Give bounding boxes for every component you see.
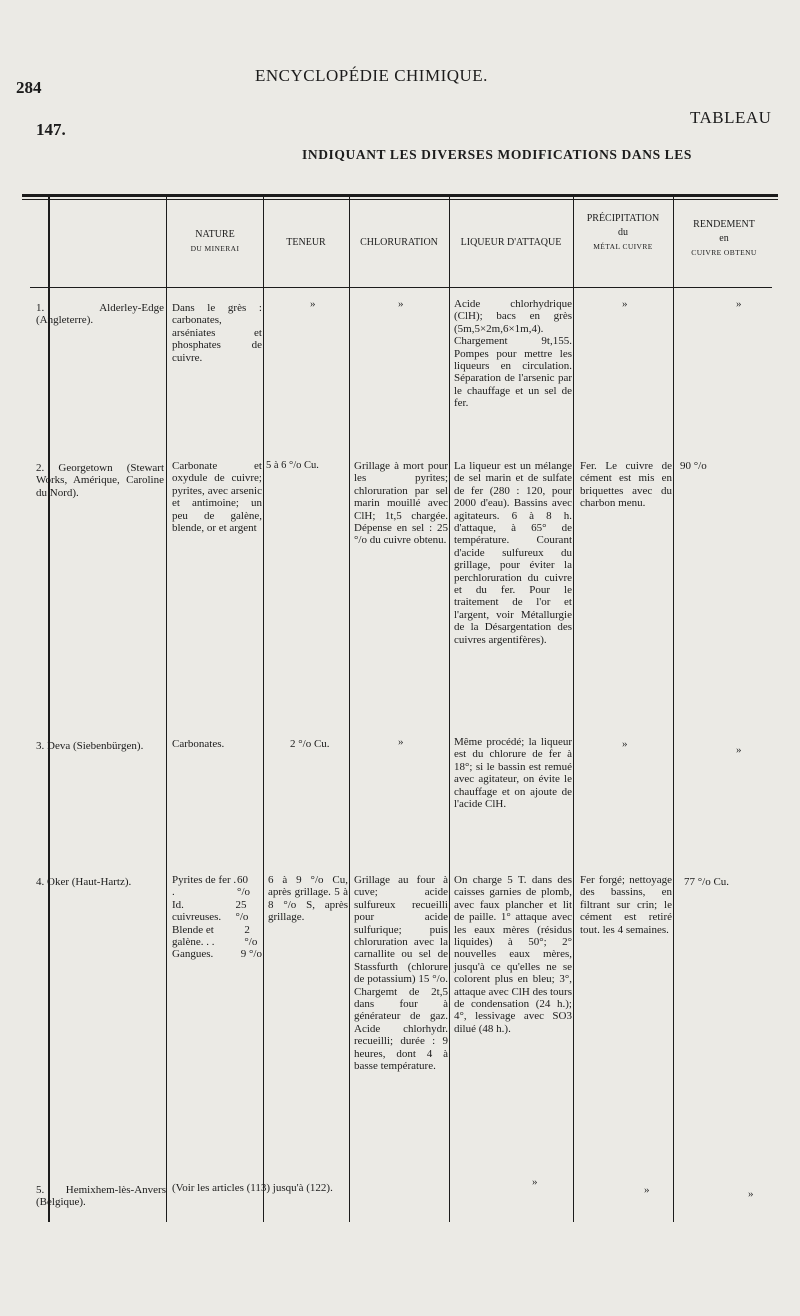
- row-1-place: 1. Alderley-Edge (Angleterre).: [36, 302, 164, 327]
- row-2-chloruration: Grillage à mort pour les pyrites; chloruration par sel marin mouillé avec ClH; 1t,5 chargée. Dépense en sel : 25 °/o du cuivre obtenu.: [354, 460, 448, 547]
- col-divider: [573, 197, 574, 1222]
- table-subtitle: INDIQUANT LES DIVERSES MODIFICATIONS DANS LES: [302, 147, 692, 162]
- row-5-place: 5. Hemixhem-lès-Anvers (Belgique).: [36, 1184, 166, 1209]
- table-top-rule: [22, 194, 778, 197]
- tableau-heading: TABLEAU: [690, 108, 772, 127]
- row-3-chloruration: »: [398, 736, 404, 748]
- nature-line-label: Id. cuivreuses.: [172, 898, 222, 924]
- col-divider: [673, 197, 674, 1222]
- page-number: 284: [16, 78, 42, 97]
- col-divider: [349, 197, 350, 1222]
- row-3-rendement: »: [736, 744, 742, 756]
- col-head-rendement: [674, 218, 774, 260]
- col-head-liqueur: [450, 236, 572, 250]
- row-4-precipitation: Fer forgé; nettoyage des bassins, en filtrant sur crin; le cément est retiré tout. les 4 semaines.: [580, 874, 672, 936]
- running-title: ENCYCLOPÉDIE CHIMIQUE.: [255, 66, 488, 85]
- col-head-rend-3: CUIVRE OBTENU: [691, 248, 757, 257]
- nature-line-label: Gangues.: [172, 948, 214, 961]
- nature-line-value: 25 °/o: [235, 898, 249, 924]
- col-divider: [48, 197, 50, 1222]
- col-head-nature-1: NATURE: [195, 229, 235, 240]
- row-2-teneur: 5 à 6 °/o Cu.: [266, 460, 319, 471]
- col-head-rend-1: RENDEMENT: [693, 219, 755, 230]
- col-head-nature: [168, 228, 262, 256]
- col-divider: [449, 197, 450, 1222]
- col-head-precipitation: [574, 212, 672, 254]
- col-head-teneur: [264, 236, 348, 250]
- row-2-precipitation: Fer. Le cuivre de cément est mis en briquettes avec du charbon menu.: [580, 460, 672, 510]
- row-4-rendement: 77 °/o Cu.: [684, 876, 730, 888]
- col-head-rend-2: en: [719, 233, 729, 244]
- row-3-teneur: 2 °/o Cu.: [290, 738, 330, 750]
- row-1-chloruration: »: [398, 298, 404, 310]
- row-4-nature-line: [172, 948, 262, 960]
- nature-line-label: Pyrites de fer . .: [172, 874, 237, 899]
- col-head-teneur-1: TENEUR: [286, 237, 326, 248]
- row-4-teneur: 6 à 9 °/o Cu, après grillage. 5 à 8 °/o S, après grillage.: [268, 874, 348, 924]
- col-head-precip-2: du: [618, 227, 628, 238]
- table-top-rule-2: [22, 199, 778, 200]
- row-3-place: 3. Deva (Siebenbürgen).: [36, 740, 144, 752]
- row-4-liqueur: On charge 5 T. dans des caisses garnies de plomb, avec faux plancher et lit de paille. 1° attaque avec les eaux mères (résidus liquides) à 50°; 2° nouvelles eaux mères, jusqu'à ce qu'elles ne se colorent plus en bleu; 3°, attaque avec ClH des tours de condensation (24 h.); 4°, lessivage avec SO3 dilué (48 h.).: [454, 874, 572, 1035]
- row-2-nature: Carbonate et oxydule de cuivre; pyrites, avec arsenic et antimoine; un peu de galène, blende, or et argent: [172, 460, 262, 535]
- nature-line-label: Blende et galène. . .: [172, 923, 215, 949]
- row-3-liqueur: Même procédé; la liqueur est du chlorure de fer à 18°; si le bassin est remué avec agitateur, on évite le chauffage et on ajoute de l'acide ClH.: [454, 736, 572, 811]
- row-4-nature: [172, 874, 262, 961]
- row-5-nature: (Voir les articles (113) jusqu'à (122).: [172, 1182, 333, 1194]
- col-head-precip-1: PRÉCIPITATION: [586, 213, 660, 224]
- nature-line-value: 9 °/o: [240, 948, 262, 961]
- row-3-nature: Carbonates.: [172, 738, 225, 750]
- row-3-precipitation: »: [622, 738, 628, 750]
- header-bottom-rule: [30, 287, 772, 288]
- col-divider: [263, 197, 264, 1222]
- row-5-rendement: »: [748, 1188, 754, 1200]
- col-head-chloruration: [350, 236, 448, 250]
- row-4-nature-line: [172, 874, 262, 899]
- nature-line-value: 2 °/o: [244, 923, 258, 949]
- row-4-nature-line: [172, 924, 262, 949]
- row-5-liqueur: »: [532, 1176, 538, 1188]
- row-4-chloruration: Grillage au four à cuve; acide sulfureux recueilli pour acide sulfurique; puis chloruration avec la carnallite ou sel de Stassfurth (chlorure de potassium) 15 °/o. Chargemt de 2t,5 dans four à générateur de gaz. Acide chlorhydr. recueilli; durée : 9 heures, dont 4 à basse température.: [354, 874, 448, 1073]
- col-head-nature-2: DU MINERAI: [190, 244, 240, 253]
- section-number: 147.: [36, 120, 66, 139]
- row-2-rendement: 90 °/o: [680, 460, 707, 472]
- row-1-rendement: »: [736, 298, 742, 310]
- row-1-nature: Dans le grès : carbonates, arséniates et phosphates de cuivre.: [172, 302, 262, 364]
- col-head-liqueur-1: LIQUEUR D'ATTAQUE: [460, 237, 562, 248]
- row-4-place: 4. Oker (Haut-Hartz).: [36, 876, 132, 888]
- row-1-liqueur: Acide chlorhydrique (ClH); bacs en grès (5m,5×2m,6×1m,4). Chargement 9t,155. Pompes pour mettre les liqueurs en circulation. Séparation de l'arsenic par le chauffage et un sel de fer.: [454, 298, 572, 410]
- row-1-teneur: »: [310, 298, 316, 310]
- col-divider: [166, 197, 167, 1222]
- row-4-nature-line: [172, 899, 262, 924]
- nature-line-value: 60 °/o: [237, 874, 251, 899]
- row-2-liqueur: La liqueur est un mélange de sel marin et de sulfate de fer (280 : 120, pour 2000 d'eau). Bassins avec agitateurs. 6 à 8 h. d'attaque, à 65° de température. Courant d'acide sulfureux du grillage, pour éviter la perchloruration du cuivre et du fer. Pour le traitement de l'or et l'argent, voir Métallurgie de la Désargentation des cuivres argentifères).: [454, 460, 572, 646]
- row-2-place: 2. Georgetown (Stewart Works, Amérique, Caroline du Nord).: [36, 462, 164, 499]
- col-head-chloruration-1: CHLORURATION: [360, 237, 438, 248]
- row-1-precipitation: »: [622, 298, 628, 310]
- row-5-precipitation: »: [644, 1184, 650, 1196]
- col-head-precip-3: MÉTAL CUIVRE: [593, 242, 653, 251]
